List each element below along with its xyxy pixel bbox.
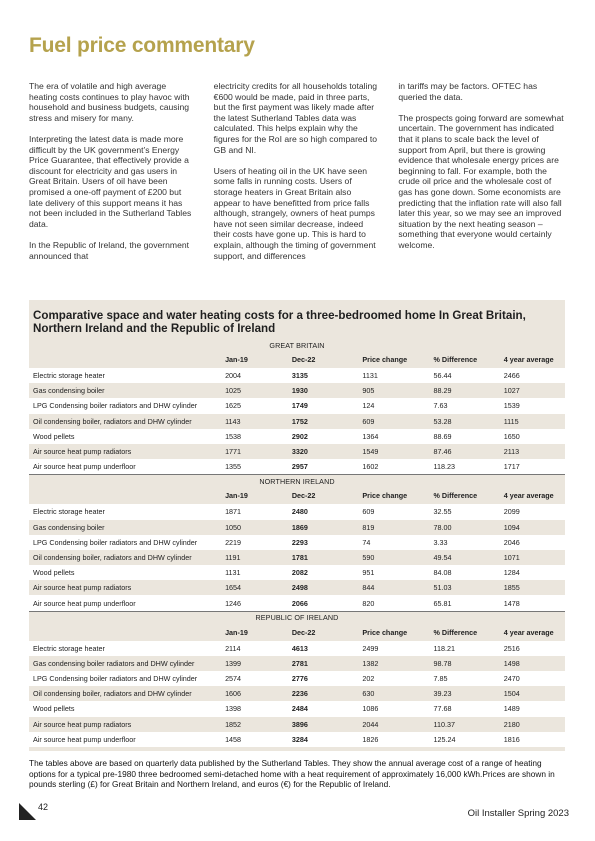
paragraph: Users of heating oil in the UK have seen some falls in running costs. Users of storage heaters in Great Britain also appear to have benefitted from price falls although, strangely, owners of heat pumps have not seen similar decrease, indeed their costs have gone up. This is hard to explain, although the timing of government support, and differences bbox=[213, 165, 376, 261]
table-cell: 2499 bbox=[360, 641, 431, 656]
article-column-3 bbox=[398, 81, 565, 272]
table-row bbox=[29, 595, 565, 611]
corner-triangle-icon bbox=[19, 803, 36, 820]
table-cell: 2099 bbox=[502, 504, 565, 519]
table-cell: 1025 bbox=[223, 383, 290, 398]
table-cell: Air source heat pump underfloor bbox=[29, 595, 223, 611]
table-row bbox=[29, 444, 565, 459]
table-cell: Gas condensing boiler bbox=[29, 520, 223, 535]
column-header: 4 year average bbox=[502, 351, 565, 368]
table-cell: 2046 bbox=[502, 535, 565, 550]
table-cell: 820 bbox=[360, 595, 431, 611]
table-cell: 3.33 bbox=[432, 535, 502, 550]
table-title: Comparative space and water heating costs for a three-bedroomed home In Great Britain, Northern Ireland and the Republic of Ireland bbox=[33, 309, 526, 336]
table-cell: 65.81 bbox=[432, 595, 502, 611]
table-row bbox=[29, 383, 565, 398]
section-label: GREAT BRITAIN bbox=[29, 339, 565, 351]
table-cell: 88.29 bbox=[432, 383, 502, 398]
table-row bbox=[29, 429, 565, 444]
column-header bbox=[29, 487, 223, 504]
table-cell: 1538 bbox=[223, 429, 290, 444]
table-cell: 3284 bbox=[290, 732, 361, 747]
table-cell: 2484 bbox=[290, 701, 361, 716]
table-cell: 2004 bbox=[223, 368, 290, 383]
table-cell: Wood pellets bbox=[29, 429, 223, 444]
table-cell: 1364 bbox=[360, 429, 431, 444]
table-cell: Electric storage heater bbox=[29, 641, 223, 656]
paragraph: in tariffs may be factors. OFTEC has queried the data. bbox=[398, 81, 538, 102]
paragraph: The prospects going forward are somewhat uncertain. The government has indicated that it plans to scale back the level of support from April, but there is growing evidence that wholesale energy prices are beginning to fall. For example, both the crude oil price and the wholesale cost of gas has gone down. Some economists are predicting that the inflation rate will also fall later this year, so we may see an improved situation by the next heating season – something that everyone would certainly welcome. bbox=[398, 112, 564, 250]
column-header: Jan-19 bbox=[223, 487, 290, 504]
page-title: Fuel price commentary bbox=[29, 34, 255, 57]
table-cell: 1852 bbox=[223, 717, 290, 732]
table-cell: 2470 bbox=[502, 671, 565, 686]
table-cell: 1771 bbox=[223, 444, 290, 459]
table-cell: Air source heat pump radiators bbox=[29, 580, 223, 595]
table-cell: Electric storage heater bbox=[29, 504, 223, 519]
column-header: % Difference bbox=[432, 351, 502, 368]
column-header: % Difference bbox=[432, 624, 502, 641]
column-header: Price change bbox=[360, 624, 431, 641]
table-cell: 88.69 bbox=[432, 429, 502, 444]
table-cell: 1539 bbox=[502, 398, 565, 413]
table-cell: 74 bbox=[360, 535, 431, 550]
table-section-heading bbox=[29, 475, 565, 488]
table-cell: 53.28 bbox=[432, 414, 502, 429]
table-cell: 1399 bbox=[223, 656, 290, 671]
table-cell: 1504 bbox=[502, 686, 565, 701]
table-cell: 1027 bbox=[502, 383, 565, 398]
table-cell: 1717 bbox=[502, 459, 565, 475]
table-cell: 1855 bbox=[502, 580, 565, 595]
table-cell: Oil condensing boiler, radiators and DHW cylinder bbox=[29, 686, 223, 701]
table-cell: 56.44 bbox=[432, 368, 502, 383]
table-cell: 2066 bbox=[290, 595, 361, 611]
table-cell: 1131 bbox=[360, 368, 431, 383]
table-cell: 1398 bbox=[223, 701, 290, 716]
column-header bbox=[29, 624, 223, 641]
table-cell: 1654 bbox=[223, 580, 290, 595]
table-cell: 87.46 bbox=[432, 444, 502, 459]
article-column-1 bbox=[29, 81, 196, 272]
column-header: Jan-19 bbox=[223, 624, 290, 641]
table-cell: 2498 bbox=[290, 580, 361, 595]
table-cell: 1930 bbox=[290, 383, 361, 398]
column-header: Dec-22 bbox=[290, 487, 361, 504]
table-row bbox=[29, 520, 565, 535]
article-column-2 bbox=[214, 81, 381, 272]
table-cell: 1781 bbox=[290, 550, 361, 565]
table-cell: 609 bbox=[360, 414, 431, 429]
publication-footer: Oil Installer Spring 2023 bbox=[467, 808, 569, 819]
table-cell: Oil condensing boiler, radiators and DHW cylinder bbox=[29, 414, 223, 429]
table-cell: 1382 bbox=[360, 656, 431, 671]
table-cell: 1191 bbox=[223, 550, 290, 565]
table-cell: 51.03 bbox=[432, 580, 502, 595]
table-row bbox=[29, 732, 565, 747]
table-row bbox=[29, 641, 565, 656]
table-cell: Air source heat pump underfloor bbox=[29, 459, 223, 475]
table-header-row bbox=[29, 351, 565, 368]
table-cell: LPG Condensing boiler radiators and DHW cylinder bbox=[29, 535, 223, 550]
table-row bbox=[29, 459, 565, 475]
table-header-row bbox=[29, 487, 565, 504]
table-cell: 905 bbox=[360, 383, 431, 398]
table-cell: 1143 bbox=[223, 414, 290, 429]
table-cell: 4613 bbox=[290, 641, 361, 656]
table-cell: 2466 bbox=[502, 368, 565, 383]
table-cell: 1498 bbox=[502, 656, 565, 671]
table-cell: 124 bbox=[360, 398, 431, 413]
table-cell: 1752 bbox=[290, 414, 361, 429]
column-header: Jan-19 bbox=[223, 351, 290, 368]
table-cell: 951 bbox=[360, 565, 431, 580]
paragraph: In the Republic of Ireland, the government announced that bbox=[29, 239, 190, 261]
table-cell: 1050 bbox=[223, 520, 290, 535]
table-cell: 1871 bbox=[223, 504, 290, 519]
paragraph: electricity credits for all households totaling €600 would be made, paid in three parts, but the first payment was likely made after the latest Sutherland Tables data was calculated. This helps explain why the figures for the RoI are so high compared to GB and NI. bbox=[213, 81, 378, 155]
column-header: 4 year average bbox=[502, 624, 565, 641]
column-header: Price change bbox=[360, 487, 431, 504]
table-row bbox=[29, 686, 565, 701]
table-cell: 32.55 bbox=[432, 504, 502, 519]
column-header: Dec-22 bbox=[290, 624, 361, 641]
table-cell: 2902 bbox=[290, 429, 361, 444]
table-cell: 1749 bbox=[290, 398, 361, 413]
table-cell: 78.00 bbox=[432, 520, 502, 535]
table-cell: 118.23 bbox=[432, 459, 502, 475]
table-cell: 98.78 bbox=[432, 656, 502, 671]
table-row bbox=[29, 550, 565, 565]
table-cell: 1869 bbox=[290, 520, 361, 535]
table-row bbox=[29, 656, 565, 671]
table-cell: 819 bbox=[360, 520, 431, 535]
section-label: REPUBLIC OF IRELAND bbox=[29, 611, 565, 624]
table-cell: 3320 bbox=[290, 444, 361, 459]
table-cell: Electric storage heater bbox=[29, 368, 223, 383]
table-cell: 2114 bbox=[223, 641, 290, 656]
table-cell: 1650 bbox=[502, 429, 565, 444]
paragraph: Interpreting the latest data is made more difficult by the UK government’s Energy Price Guarantee, that effectively provide a discount for electricity and gas users in Great Britain. Users of oil have been promised a one-off payment of £200 but late delivery of this support means it has not been included in the Sutherland Tables data. bbox=[29, 133, 192, 229]
table-cell: 1478 bbox=[502, 595, 565, 611]
column-header: % Difference bbox=[432, 487, 502, 504]
table-cell: Wood pellets bbox=[29, 565, 223, 580]
table-header-row bbox=[29, 624, 565, 641]
table-cell: 844 bbox=[360, 580, 431, 595]
table-cell: 1458 bbox=[223, 732, 290, 747]
table-cell: 3896 bbox=[290, 717, 361, 732]
table-cell: 7.85 bbox=[432, 671, 502, 686]
table-cell: Gas condensing boiler radiators and DHW cylinder bbox=[29, 656, 223, 671]
table-cell: 2293 bbox=[290, 535, 361, 550]
table-cell: 84.08 bbox=[432, 565, 502, 580]
table-cell: 1606 bbox=[223, 686, 290, 701]
table-note: The tables above are based on quarterly data published by the Sutherland Tables. They show the annual average cost of a range of heating options for a typical pre-1980 three bedroomed semi-detached home with a heat requirement of approximately 16,000 kWh.Prices are shown in pounds sterling (£) for Great Britain and Northern Ireland, and euros (€) for the Republic of Ireland. bbox=[29, 758, 555, 790]
table-cell: Wood pellets bbox=[29, 701, 223, 716]
table-cell: 2574 bbox=[223, 671, 290, 686]
table-cell: 1355 bbox=[223, 459, 290, 475]
table-cell: 1625 bbox=[223, 398, 290, 413]
table-cell: 2236 bbox=[290, 686, 361, 701]
column-header: Dec-22 bbox=[290, 351, 361, 368]
table-cell: 202 bbox=[360, 671, 431, 686]
table-cell: Air source heat pump radiators bbox=[29, 717, 223, 732]
table-cell: 1071 bbox=[502, 550, 565, 565]
table-cell: 609 bbox=[360, 504, 431, 519]
table-row bbox=[29, 717, 565, 732]
table-cell: 2781 bbox=[290, 656, 361, 671]
page-number: 42 bbox=[38, 802, 49, 812]
table-row bbox=[29, 504, 565, 519]
table-cell: Gas condensing boiler bbox=[29, 383, 223, 398]
table-cell: 1131 bbox=[223, 565, 290, 580]
heating-costs-table-panel bbox=[29, 300, 565, 751]
table-cell: 125.24 bbox=[432, 732, 502, 747]
paragraph: The era of volatile and high average heating costs continues to play havoc with household and business budgets, causing stress and misery for many. bbox=[29, 81, 190, 123]
table-row bbox=[29, 414, 565, 429]
table-cell: 1115 bbox=[502, 414, 565, 429]
table-cell: 2516 bbox=[502, 641, 565, 656]
table-section-heading bbox=[29, 611, 565, 624]
table-section-heading bbox=[29, 339, 565, 351]
table-cell: 39.23 bbox=[432, 686, 502, 701]
table-cell: 1489 bbox=[502, 701, 565, 716]
table-row bbox=[29, 580, 565, 595]
table-cell: 2957 bbox=[290, 459, 361, 475]
table-cell: 1826 bbox=[360, 732, 431, 747]
table-cell: 1549 bbox=[360, 444, 431, 459]
table-cell: 1086 bbox=[360, 701, 431, 716]
table-cell: 7.63 bbox=[432, 398, 502, 413]
table-cell: Air source heat pump radiators bbox=[29, 444, 223, 459]
table-cell: 49.54 bbox=[432, 550, 502, 565]
table-cell: 2480 bbox=[290, 504, 361, 519]
table-cell: 1094 bbox=[502, 520, 565, 535]
table-cell: 3135 bbox=[290, 368, 361, 383]
table-cell: 1602 bbox=[360, 459, 431, 475]
table-cell: LPG Condensing boiler radiators and DHW cylinder bbox=[29, 398, 223, 413]
column-header: 4 year average bbox=[502, 487, 565, 504]
table-cell: 1816 bbox=[502, 732, 565, 747]
table-row bbox=[29, 398, 565, 413]
table-cell: 1284 bbox=[502, 565, 565, 580]
table-cell: Air source heat pump underfloor bbox=[29, 732, 223, 747]
table-cell: 2044 bbox=[360, 717, 431, 732]
table-cell: Oil condensing boiler, radiators and DHW cylinder bbox=[29, 550, 223, 565]
table-cell: 2113 bbox=[502, 444, 565, 459]
table-cell: 110.37 bbox=[432, 717, 502, 732]
table-row bbox=[29, 535, 565, 550]
table-cell: 77.68 bbox=[432, 701, 502, 716]
table-cell: 2082 bbox=[290, 565, 361, 580]
table-cell: 1246 bbox=[223, 595, 290, 611]
table-row bbox=[29, 701, 565, 716]
table-cell: LPG Condensing boiler radiators and DHW cylinder bbox=[29, 671, 223, 686]
table-row bbox=[29, 671, 565, 686]
table-cell: 2776 bbox=[290, 671, 361, 686]
table-cell: 118.21 bbox=[432, 641, 502, 656]
table-row bbox=[29, 565, 565, 580]
column-header bbox=[29, 351, 223, 368]
heating-costs-table bbox=[29, 339, 565, 747]
table-cell: 630 bbox=[360, 686, 431, 701]
article-columns bbox=[29, 81, 565, 272]
table-cell: 2180 bbox=[502, 717, 565, 732]
table-cell: 590 bbox=[360, 550, 431, 565]
section-label: NORTHERN IRELAND bbox=[29, 475, 565, 488]
column-header: Price change bbox=[360, 351, 431, 368]
table-cell: 2219 bbox=[223, 535, 290, 550]
table-row bbox=[29, 368, 565, 383]
